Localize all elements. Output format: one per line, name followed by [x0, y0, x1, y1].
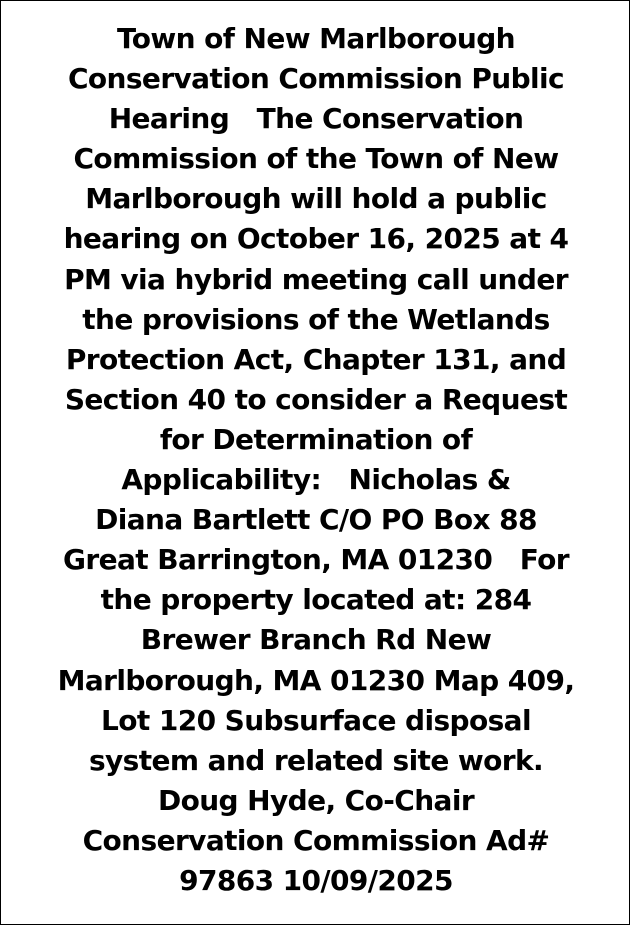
notice-line: Protection Act, Chapter 131, and: [65, 342, 567, 376]
notice-line: 97863 10/09/2025: [179, 863, 453, 897]
notice-line: Marlborough will hold a public: [85, 182, 547, 216]
notice-line: PM via hybrid meeting call under: [64, 262, 568, 296]
notice-line: Marlborough, MA 01230 Map 409,: [57, 663, 575, 697]
notice-line: hearing on October 16, 2025 at 4: [63, 222, 569, 256]
notice-line: Diana Bartlett C/O PO Box 88: [95, 503, 537, 537]
notice-line: Section 40 to consider a Request: [64, 382, 568, 416]
notice-line: Conservation Commission Ad#: [82, 823, 550, 857]
notice-line: Commission of the Town of New: [73, 142, 559, 176]
notice-body: [21, 19, 611, 901]
notice-line: system and related site work.: [88, 743, 544, 777]
notice-line: the provisions of the Wetlands: [82, 302, 550, 336]
notice-line: Conservation Commission Public: [67, 62, 565, 96]
notice-line: the property located at: 284: [100, 583, 532, 617]
notice-line: Applicability: Nicholas &: [121, 463, 511, 497]
notice-line: Doug Hyde, Co-Chair: [157, 783, 475, 817]
notice-line: for Determination of: [159, 422, 473, 456]
notice-line: Brewer Branch Rd New: [140, 623, 492, 657]
notice-line: Town of New Marlborough: [117, 22, 515, 55]
notice-line: Hearing The Conservation: [108, 102, 524, 136]
notice-line: Great Barrington, MA 01230 For: [63, 543, 569, 577]
notice-line: Lot 120 Subsurface disposal: [101, 703, 531, 737]
